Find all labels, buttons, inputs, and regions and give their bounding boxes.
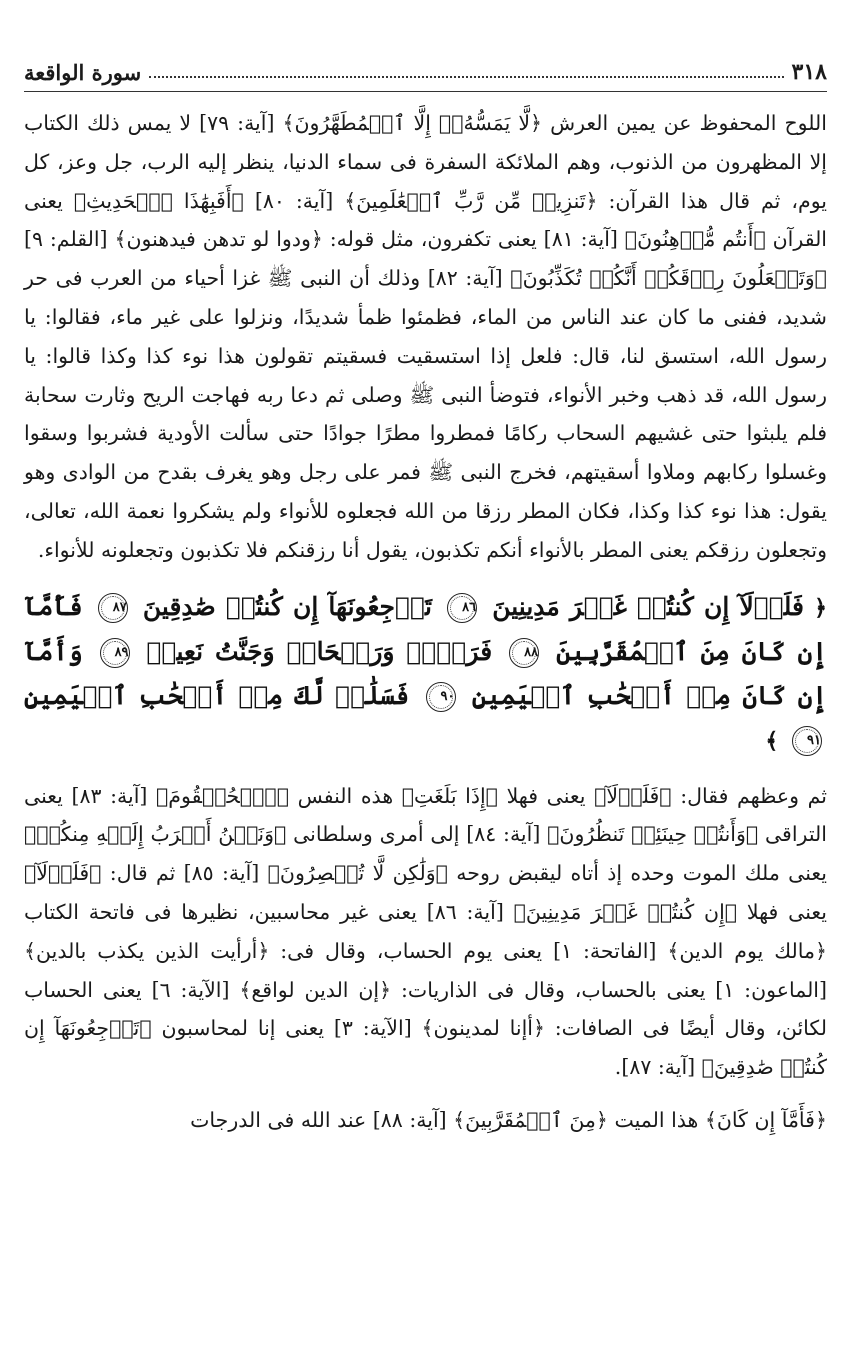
verse-text: تَرۡجِعُونَهَآ إِن كُنتُمۡ صَٰدِقِينَ bbox=[142, 591, 432, 621]
ayah-number-marker: ٨٨ bbox=[509, 638, 539, 668]
surah-title: سورة الواقعة bbox=[24, 60, 142, 85]
page-header bbox=[24, 52, 827, 92]
page-number: ٣١٨ bbox=[791, 59, 827, 85]
ayah-number-marker: ٨٩ bbox=[100, 638, 130, 668]
verse-text: فَلَوۡلَآ إِن كُنتُمۡ غَيۡرَ مَدِينِينَ bbox=[492, 591, 804, 621]
verse-text: فَأَمَّآ إِن كَانَ مِنَ ٱلۡمُقَرَّبِينَ bbox=[24, 591, 827, 666]
header-dot-leader bbox=[149, 75, 783, 78]
ayah-number-marker: ٩٠ bbox=[426, 682, 456, 712]
commentary-paragraph-3: ﴿فَأَمَّآ إِن كَانَ﴾ هذا الميت ﴿مِنَ ٱلۡمُقَرَّبِينَ﴾ [آية: ٨٨] عند الله فى الدرجات bbox=[190, 1107, 827, 1132]
quran-verses-block bbox=[24, 585, 827, 763]
ayah-number-marker: ٨٦ bbox=[447, 593, 477, 623]
verse-text: فَسَلَٰمٞ لَّكَ مِنۡ أَصۡحَٰبِ ٱلۡيَمِينِ bbox=[24, 680, 410, 710]
verse-close-bracket: ﴾ bbox=[765, 727, 779, 754]
ayah-number-marker: ٩١ bbox=[792, 726, 822, 756]
verse-open-bracket: ﴿ bbox=[814, 594, 827, 621]
ayah-number-marker: ٨٧ bbox=[98, 593, 128, 623]
commentary-paragraph-2: ثم وعظهم فقال: ﴿فَلَوۡلَآ﴾ يعنى فهلا ﴿إِذَا بَلَغَتِ﴾ هذه النفس ﴿ٱلۡحُلۡقُومَ﴾ [آية: ٨٣] يعنى التراقى ﴿وَأَنتُمۡ حِينَئِذٖ تَنظُرُونَ﴾ [آية: ٨٤] إلى أمرى وسلطانى ﴿وَنَحۡنُ أَقۡرَبُ إِلَيۡهِ مِنكُمۡ﴾ يعنى ملك الموت وحده إذ أتاه ليقبض روحه ﴿وَلَٰكِن لَّا تُبۡصِرُونَ﴾ [آية: ٨٥] ثم قال: ﴿فَلَوۡلَآ﴾ يعنى فهلا ﴿إِن كُنتُمۡ غَيۡرَ مَدِينِينَ﴾ [آية: ٨٦] يعنى غير محاسبين، نظيرها فى فاتحة الكتاب ﴿مالك يوم الدين﴾ [الفاتحة: ١] يعنى يوم الحساب، وقال فى: ﴿أرأيت الذين يكذب بالدين﴾ [الماعون: ١] يعنى بالحساب، وقال فى الذاريات: ﴿إن الدين لواقع﴾ [الآية: ٦] يعنى الحساب لكائن، وقال أيضًا فى الصافات: ﴿أإنا لمدينون﴾ [الآية: ٣] يعنى إنا لمحاسبون ﴿تَرۡجِعُونَهَآ إِن كُنتُمۡ صَٰدِقِينَ﴾ [آية: ٨٧]. bbox=[24, 783, 828, 1080]
page-body bbox=[24, 104, 827, 1140]
verse-text: وَأَمَّآ إِن كَانَ مِنۡ أَصۡحَٰبِ ٱلۡيَمِينِ bbox=[24, 636, 827, 710]
verse-text: فَرَوۡحٞ وَرَيۡحَانٞ وَجَنَّتُ نَعِيمٖ bbox=[146, 636, 493, 666]
commentary-paragraph-1: اللوح المحفوظ عن يمين العرش ﴿لَّا يَمَسُّهُۥٓ إِلَّا ٱلۡمُطَهَّرُونَ﴾ [آية: ٧٩] لا يمس ذلك الكتاب إلا المظهرون من الذنوب، وهم الملائكة السفرة فى سماء الدنيا، ينظر إليه الرب، جل وعز، كل يوم، ثم قال هذا القرآن: ﴿تَنزِيلٞ مِّن رَّبِّ ٱلۡعَٰلَمِينَ﴾ [آية: ٨٠] ﴿أَفَبِهَٰذَا ٱلۡحَدِيثِ﴾ يعنى القرآن ﴿أَنتُم مُّدۡهِنُونَ﴾ [آية: ٨١] يعنى تكفرون، مثل قوله: ﴿ودوا لو تدهن فيدهنون﴾ [القلم: ٩] ﴿وَتَجۡعَلُونَ رِزۡقَكُمۡ أَنَّكُمۡ تُكَذِّبُونَ﴾ [آية: ٨٢] وذلك أن النبى ﷺ غزا أحياء من العرب فى حر شديد، ففنى ما كان عند الناس من الماء، فظمئوا ظمأ شديدًا، ونزلوا على غير ماء، فقالوا: يا رسول الله، استسق لنا، قال: فلعل إذا استسقيت فسقيتم تقولون هذا نوء كذا وكذا قالوا: يا رسول الله، قد ذهب وخبر الأنواء، فتوضأ النبى ﷺ وصلى ثم دعا ربه فهاجت الريح وثارت سحابة فلم يلبثوا حتى غشيهم السحاب ركامًا فمطروا مطرًا جوادًا حتى سألت الأودية فشربوا وسقوا وغسلوا ركابهم وملاوا أسقيتهم، فخرج النبى ﷺ فمر على رجل وهو يغرف بقدح من الوادى وهو يقول: هذا نوء كذا وكذا، فكان المطر رزقا من الله فجعلوه للأنواء ولم يشكروا نعمة الله، تعالى، وتجعلون رزقكم يعنى المطر بالأنواء أنكم تكذبون، يقول أنا رزقنكم فلا تكذبون وتجعلونه للأنواء. bbox=[24, 111, 828, 562]
